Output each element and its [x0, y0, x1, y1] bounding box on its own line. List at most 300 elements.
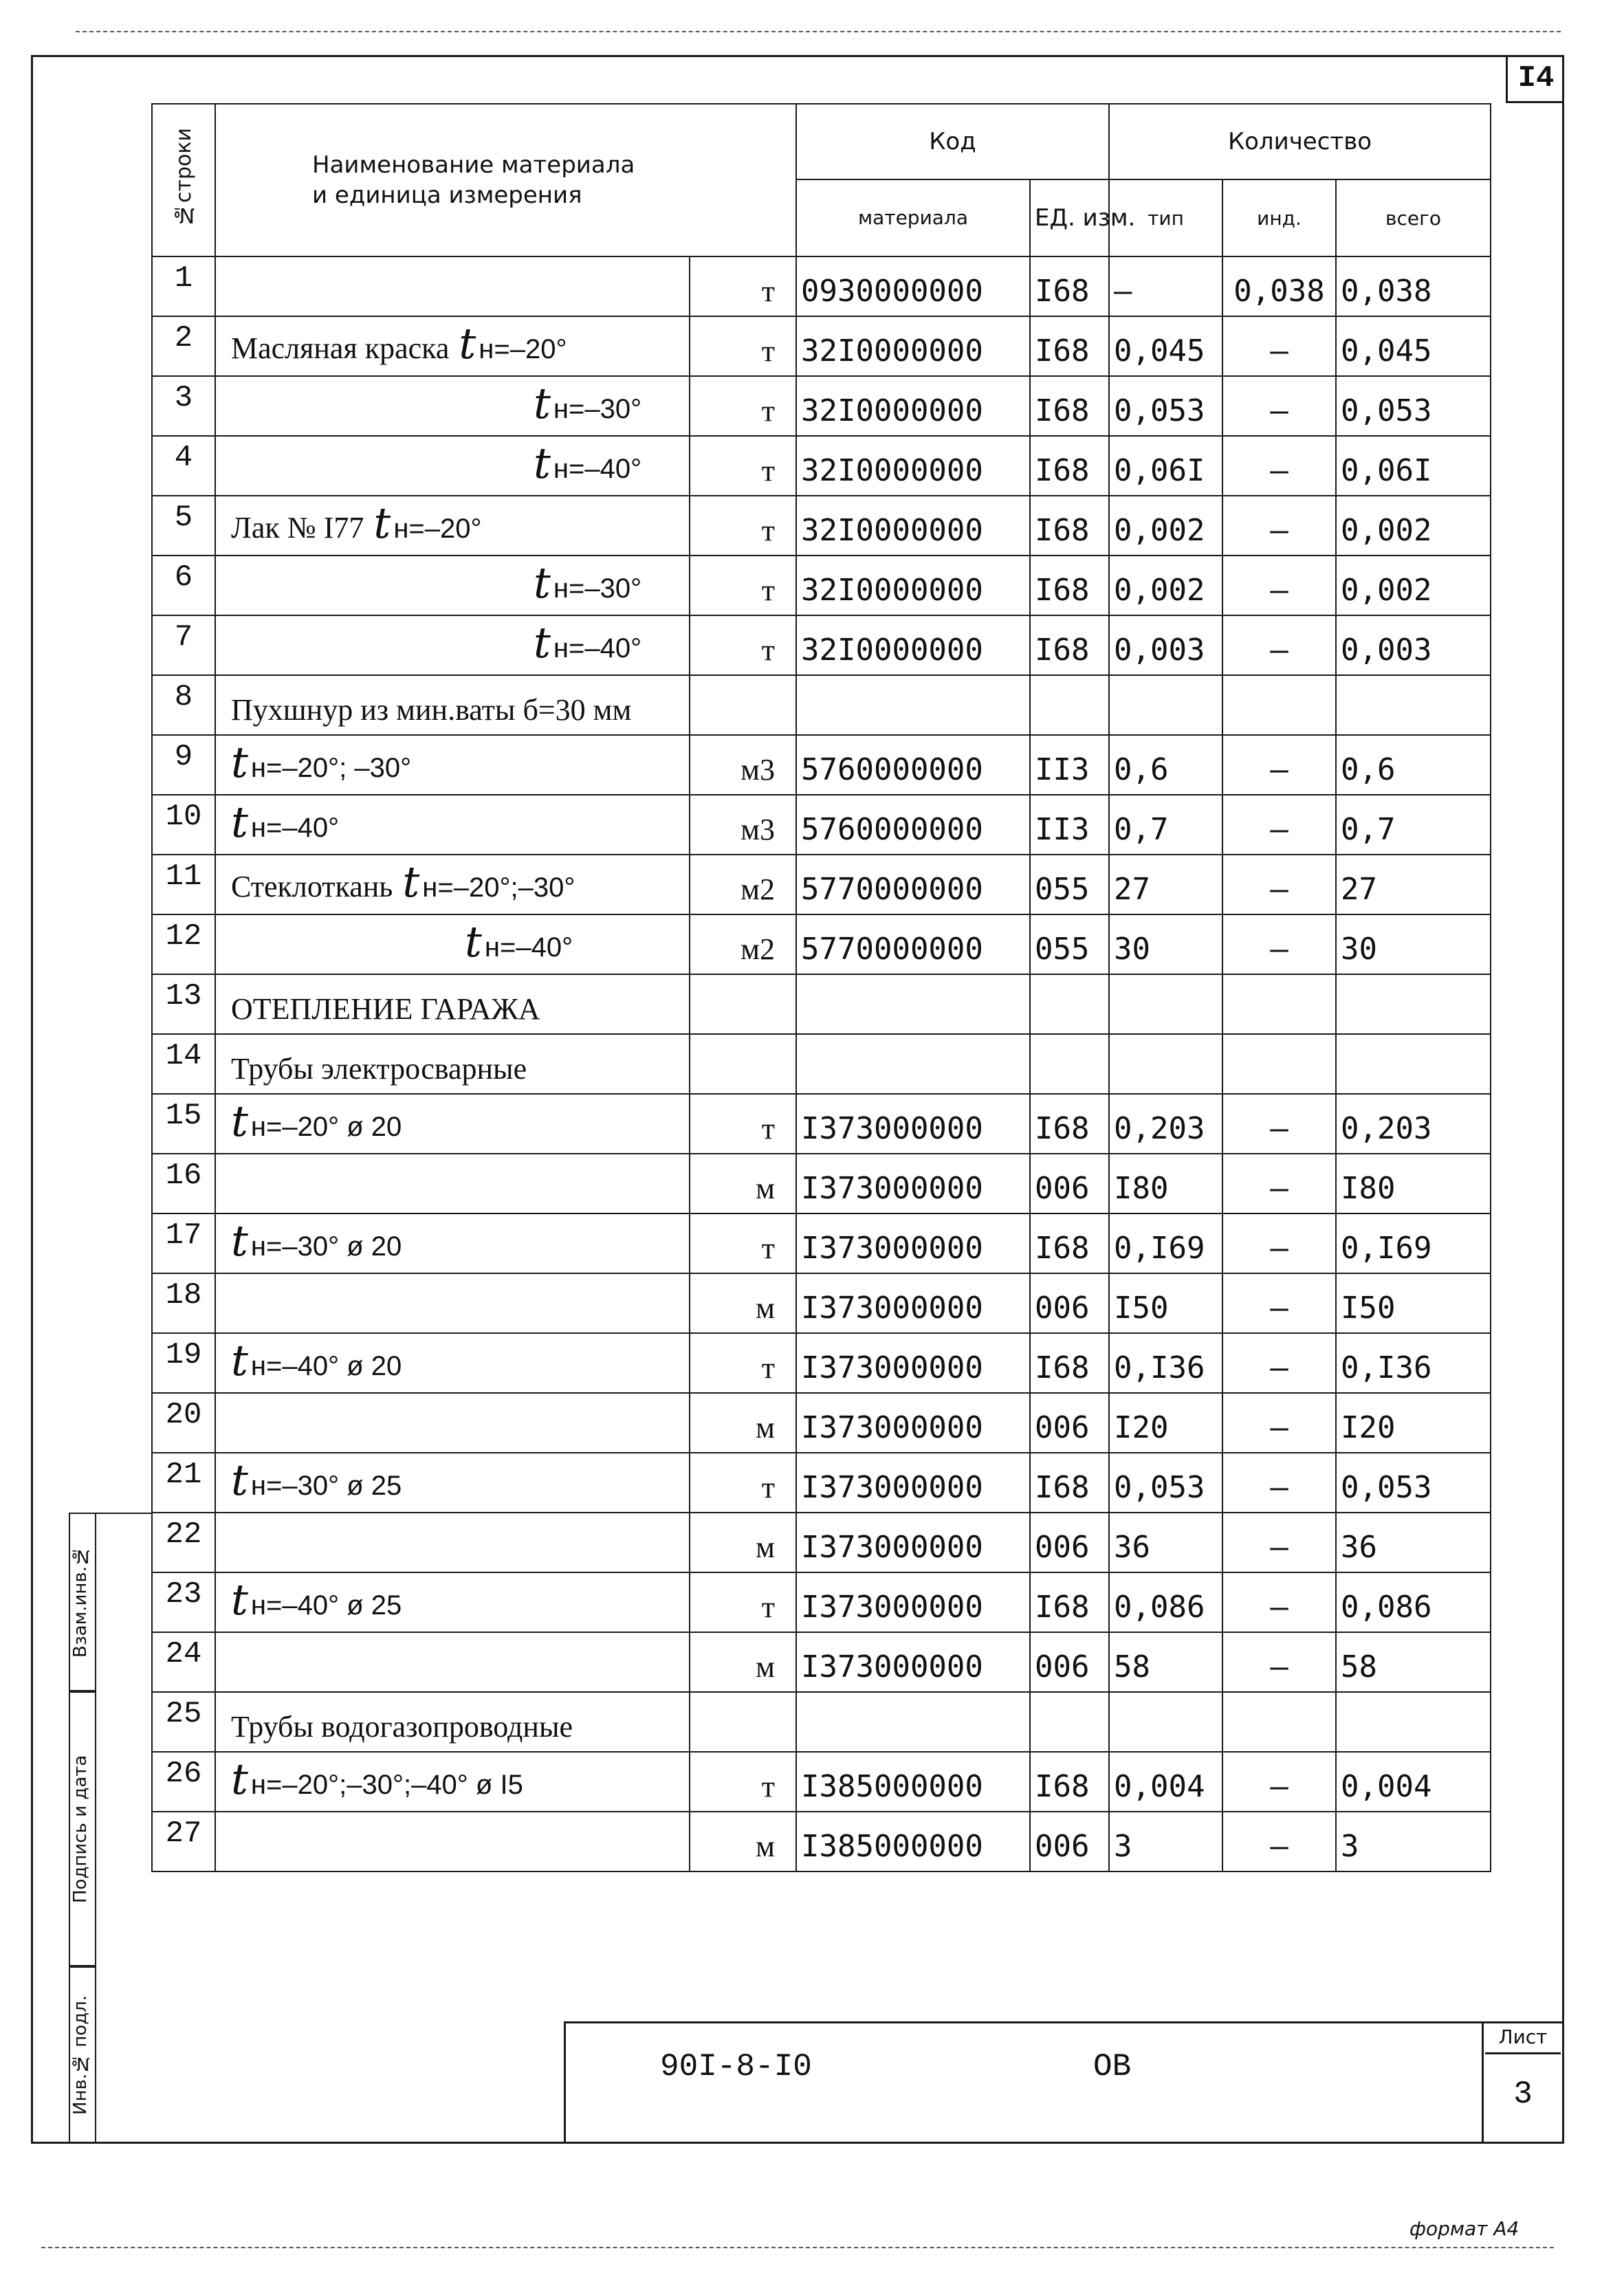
- row-unit: [690, 974, 796, 1034]
- row-unit: м: [690, 1273, 796, 1333]
- row-qty-all: 0,I69: [1336, 1214, 1491, 1273]
- row-number: 18: [152, 1273, 215, 1333]
- row-qty-ind: –: [1222, 735, 1336, 795]
- row-code-unit: I68: [1030, 1214, 1109, 1273]
- row-code: 0930000000: [796, 256, 1030, 316]
- row-number: 14: [152, 1034, 215, 1094]
- row-number: 20: [152, 1393, 215, 1453]
- row-name: [215, 1572, 690, 1632]
- row-number: 1: [152, 256, 215, 316]
- row-temperature: н=–30°: [553, 573, 642, 604]
- sheet-number: 3: [1513, 2076, 1533, 2112]
- table-row: [152, 1632, 1565, 1692]
- row-qty-all: 30: [1336, 914, 1491, 974]
- row-name: [215, 1513, 690, 1572]
- row-number: 9: [152, 735, 215, 795]
- table-row: [152, 1214, 1565, 1273]
- row-qty-ind: –: [1222, 1513, 1336, 1572]
- row-name: [215, 496, 690, 556]
- row-unit: м2: [690, 855, 796, 914]
- row-qty-ind: –: [1222, 1333, 1336, 1393]
- temperature-symbol: t: [459, 318, 476, 369]
- row-unit: [690, 675, 796, 735]
- row-unit: м3: [690, 735, 796, 795]
- temperature-symbol: t: [402, 857, 420, 907]
- row-name-text: Трубы водогазопроводные: [231, 1710, 573, 1744]
- row-name-text: ОТЕПЛЕНИЕ ГАРАЖА: [231, 992, 540, 1026]
- header-q-ind: инд.: [1222, 179, 1336, 256]
- table-row: [152, 496, 1565, 556]
- row-code: I373000000: [796, 1094, 1030, 1154]
- row-code: [796, 1034, 1030, 1094]
- row-qty-all: [1336, 974, 1491, 1034]
- row-name: [215, 615, 690, 675]
- row-name: [215, 914, 690, 974]
- row-temperature: н=–20°;–30°;–40° ø I5: [250, 1770, 523, 1800]
- row-qty-all: 0,004: [1336, 1752, 1491, 1812]
- row-unit: т: [690, 1752, 796, 1812]
- row-code: 5760000000: [796, 795, 1030, 855]
- row-unit: м: [690, 1393, 796, 1453]
- row-number: 5: [152, 496, 215, 556]
- row-qty-tip: 0,003: [1109, 615, 1222, 675]
- row-unit: т: [690, 1333, 796, 1393]
- header-q-all: всего: [1336, 179, 1491, 256]
- row-temperature: н=–20°; –30°: [250, 753, 412, 783]
- row-name: [215, 795, 690, 855]
- row-number: 6: [152, 556, 215, 615]
- row-code-unit: 055: [1030, 855, 1109, 914]
- row-code: [796, 1692, 1030, 1752]
- row-code: 5760000000: [796, 735, 1030, 795]
- row-name: [215, 974, 690, 1034]
- row-number: 27: [152, 1812, 215, 1871]
- table-row: [152, 1692, 1565, 1752]
- row-code: I385000000: [796, 1812, 1030, 1871]
- row-code-unit: 006: [1030, 1273, 1109, 1333]
- row-qty-tip: 0,086: [1109, 1572, 1222, 1632]
- row-code-unit: I68: [1030, 1333, 1109, 1393]
- header-name: Наименование материала и единица измерения: [215, 104, 796, 256]
- table-row: [152, 316, 1565, 376]
- row-name: [215, 1453, 690, 1513]
- row-qty-ind: –: [1222, 1154, 1336, 1214]
- row-qty-tip: [1109, 1692, 1222, 1752]
- row-code: 32I0000000: [796, 376, 1030, 436]
- row-qty-all: [1336, 1034, 1491, 1094]
- row-name: [215, 556, 690, 615]
- row-qty-tip: 27: [1109, 855, 1222, 914]
- row-name: [215, 1333, 690, 1393]
- row-temperature: н=–30°: [553, 394, 642, 424]
- row-unit: м: [690, 1154, 796, 1214]
- row-code-unit: I68: [1030, 1572, 1109, 1632]
- sheet-corner-number: I4: [1506, 55, 1564, 103]
- table-row: [152, 1812, 1565, 1871]
- row-temperature: н=–40°: [553, 633, 642, 663]
- row-unit: т: [690, 436, 796, 496]
- row-temperature: н=–40° ø 20: [250, 1351, 402, 1381]
- row-code: 32I0000000: [796, 615, 1030, 675]
- row-name: [215, 1034, 690, 1094]
- row-qty-ind: –: [1222, 316, 1336, 376]
- row-qty-all: 58: [1336, 1632, 1491, 1692]
- row-code: I373000000: [796, 1273, 1030, 1333]
- temperature-symbol: t: [534, 617, 551, 668]
- row-qty-tip: 0,004: [1109, 1752, 1222, 1812]
- row-qty-all: I20: [1336, 1393, 1491, 1453]
- row-qty-tip: 0,002: [1109, 556, 1222, 615]
- row-unit: т: [690, 1572, 796, 1632]
- row-qty-ind: [1222, 1692, 1336, 1752]
- table-row: [152, 795, 1565, 855]
- row-qty-tip: 0,6: [1109, 735, 1222, 795]
- side-sign-date: Подпись и дата: [69, 1691, 96, 1966]
- temperature-symbol: t: [465, 916, 482, 967]
- row-qty-all: [1336, 675, 1491, 735]
- row-code: I373000000: [796, 1393, 1030, 1453]
- row-qty-all: 36: [1336, 1513, 1491, 1572]
- side-inv-orig: Инв.№ подл.: [69, 1966, 96, 2144]
- row-unit: м: [690, 1632, 796, 1692]
- row-code: 32I0000000: [796, 496, 1030, 556]
- row-qty-tip: [1109, 675, 1222, 735]
- row-qty-ind: –: [1222, 914, 1336, 974]
- row-number: 10: [152, 795, 215, 855]
- row-qty-ind: –: [1222, 615, 1336, 675]
- row-temperature: н=–20°;–30°: [422, 872, 575, 903]
- temperature-symbol: t: [231, 1335, 248, 1385]
- row-code-unit: I68: [1030, 615, 1109, 675]
- table-row: [152, 735, 1565, 795]
- temperature-symbol: t: [231, 1096, 248, 1146]
- row-temperature: н=–40°: [484, 932, 573, 963]
- row-name: [215, 1692, 690, 1752]
- row-code-unit: 006: [1030, 1393, 1109, 1453]
- row-unit: т: [690, 1094, 796, 1154]
- row-qty-ind: –: [1222, 1572, 1336, 1632]
- row-qty-tip: 58: [1109, 1632, 1222, 1692]
- row-code-unit: [1030, 974, 1109, 1034]
- row-name-text: Пухшнур из мин.ваты б=30 мм: [231, 693, 632, 727]
- row-number: 8: [152, 675, 215, 735]
- row-qty-all: 0,6: [1336, 735, 1491, 795]
- row-qty-ind: –: [1222, 376, 1336, 436]
- row-unit: т: [690, 256, 796, 316]
- row-qty-ind: –: [1222, 1393, 1336, 1453]
- row-unit: м: [690, 1812, 796, 1871]
- row-code-unit: [1030, 1692, 1109, 1752]
- row-number: 15: [152, 1094, 215, 1154]
- row-unit: м2: [690, 914, 796, 974]
- row-temperature: н=–40°: [250, 813, 340, 843]
- row-unit: [690, 1034, 796, 1094]
- table-row: [152, 256, 1565, 316]
- temperature-symbol: t: [231, 1574, 248, 1625]
- row-code-unit: I68: [1030, 376, 1109, 436]
- row-code: [796, 974, 1030, 1034]
- temperature-symbol: t: [534, 438, 551, 488]
- row-name: [215, 735, 690, 795]
- row-code: I373000000: [796, 1333, 1030, 1393]
- row-code-unit: I68: [1030, 436, 1109, 496]
- row-qty-all: I80: [1336, 1154, 1491, 1214]
- row-name: [215, 1094, 690, 1154]
- row-number: 12: [152, 914, 215, 974]
- row-number: 22: [152, 1513, 215, 1572]
- row-temperature: н=–20°: [393, 514, 482, 544]
- row-code: [796, 675, 1030, 735]
- table-row: [152, 1154, 1565, 1214]
- row-qty-ind: [1222, 675, 1336, 735]
- row-qty-ind: –: [1222, 1812, 1336, 1871]
- row-code-unit: I68: [1030, 1094, 1109, 1154]
- row-unit: [690, 1692, 796, 1752]
- row-code: 32I0000000: [796, 436, 1030, 496]
- row-qty-all: 0,002: [1336, 496, 1491, 556]
- row-qty-all: 0,038: [1336, 256, 1491, 316]
- row-qty-tip: 0,002: [1109, 496, 1222, 556]
- row-qty-all: 0,053: [1336, 376, 1491, 436]
- row-qty-ind: –: [1222, 1094, 1336, 1154]
- row-qty-ind: –: [1222, 855, 1336, 914]
- row-code: I373000000: [796, 1453, 1030, 1513]
- row-number: 26: [152, 1752, 215, 1812]
- row-number: 25: [152, 1692, 215, 1752]
- temperature-symbol: t: [231, 1754, 248, 1804]
- header-code-unit: ЕД. изм.: [1030, 179, 1109, 256]
- row-name: [215, 1632, 690, 1692]
- row-number: 23: [152, 1572, 215, 1632]
- table-row: [152, 376, 1565, 436]
- format-label: формат А4: [1409, 2217, 1519, 2240]
- table-row: [152, 436, 1565, 496]
- table-row: [152, 675, 1565, 735]
- doc-mark: ОВ: [1093, 2049, 1132, 2085]
- doc-code: 90I-8-I0: [660, 2049, 812, 2085]
- row-qty-all: 0,7: [1336, 795, 1491, 855]
- row-unit: т: [690, 496, 796, 556]
- row-qty-all: 0,086: [1336, 1572, 1491, 1632]
- temperature-symbol: t: [534, 378, 551, 428]
- header-q-tip: тип: [1109, 179, 1222, 256]
- row-qty-ind: –: [1222, 1752, 1336, 1812]
- row-qty-ind: [1222, 974, 1336, 1034]
- row-temperature: н=–20°: [479, 334, 567, 364]
- row-unit: т: [690, 1214, 796, 1273]
- row-number: 7: [152, 615, 215, 675]
- header-code-material: материала: [796, 179, 1030, 256]
- temperature-symbol: t: [231, 1455, 248, 1505]
- header-code: Код: [796, 104, 1109, 179]
- row-name-text: Масляная краска: [231, 331, 450, 365]
- row-code-unit: [1030, 675, 1109, 735]
- row-name: [215, 1214, 690, 1273]
- row-name: [215, 256, 690, 316]
- row-qty-all: 0,045: [1336, 316, 1491, 376]
- row-code-unit: 055: [1030, 914, 1109, 974]
- row-name: [215, 675, 690, 735]
- table-row: [152, 1752, 1565, 1812]
- row-qty-ind: –: [1222, 556, 1336, 615]
- row-unit: т: [690, 556, 796, 615]
- row-temperature: н=–20° ø 20: [250, 1112, 402, 1142]
- sheet-label: Лист: [1485, 2025, 1561, 2054]
- row-code-unit: I68: [1030, 496, 1109, 556]
- row-qty-tip: [1109, 974, 1222, 1034]
- row-qty-tip: 3: [1109, 1812, 1222, 1871]
- row-name: [215, 316, 690, 376]
- row-name-text: Лак № I77: [231, 511, 364, 545]
- row-qty-tip: I20: [1109, 1393, 1222, 1453]
- row-code: 32I0000000: [796, 316, 1030, 376]
- row-code: 5770000000: [796, 914, 1030, 974]
- row-name: [215, 1812, 690, 1871]
- row-qty-tip: 30: [1109, 914, 1222, 974]
- table-row: [152, 1393, 1565, 1453]
- header-quantity: Количество: [1109, 104, 1491, 179]
- row-qty-tip: 0,203: [1109, 1094, 1222, 1154]
- row-qty-all: 27: [1336, 855, 1491, 914]
- row-qty-tip: I50: [1109, 1273, 1222, 1333]
- row-qty-tip: –: [1109, 256, 1222, 316]
- row-number: 2: [152, 316, 215, 376]
- row-unit: м: [690, 1513, 796, 1572]
- temperature-symbol: t: [373, 498, 391, 548]
- row-number: 21: [152, 1453, 215, 1513]
- row-qty-ind: –: [1222, 1632, 1336, 1692]
- row-code: I373000000: [796, 1572, 1030, 1632]
- row-number: 19: [152, 1333, 215, 1393]
- row-qty-ind: –: [1222, 795, 1336, 855]
- row-name: [215, 436, 690, 496]
- row-code-unit: 006: [1030, 1513, 1109, 1572]
- row-qty-all: 3: [1336, 1812, 1491, 1871]
- table-row: [152, 1094, 1565, 1154]
- table-row: [152, 1572, 1565, 1632]
- row-qty-tip: I80: [1109, 1154, 1222, 1214]
- row-qty-all: 0,06I: [1336, 436, 1491, 496]
- row-qty-all: 0,I36: [1336, 1333, 1491, 1393]
- row-qty-all: 0,053: [1336, 1453, 1491, 1513]
- table-row: [152, 855, 1565, 914]
- row-code: 32I0000000: [796, 556, 1030, 615]
- table-row: [152, 974, 1565, 1034]
- table-row: [152, 1034, 1565, 1094]
- table-row: [152, 914, 1565, 974]
- row-qty-tip: 0,045: [1109, 316, 1222, 376]
- row-code-unit: 006: [1030, 1812, 1109, 1871]
- row-temperature: н=–30° ø 25: [250, 1471, 402, 1501]
- temperature-symbol: t: [231, 737, 248, 787]
- row-name: [215, 376, 690, 436]
- table-row: [152, 1513, 1565, 1572]
- row-qty-ind: –: [1222, 1453, 1336, 1513]
- row-name: [215, 1393, 690, 1453]
- row-code-unit: [1030, 1034, 1109, 1094]
- row-qty-all: I50: [1336, 1273, 1491, 1333]
- row-qty-all: 0,002: [1336, 556, 1491, 615]
- row-code-unit: I68: [1030, 316, 1109, 376]
- row-number: 4: [152, 436, 215, 496]
- row-qty-tip: 0,053: [1109, 1453, 1222, 1513]
- temperature-symbol: t: [231, 1216, 248, 1266]
- temperature-symbol: t: [534, 558, 551, 608]
- row-qty-ind: –: [1222, 1214, 1336, 1273]
- header-row-no: №строки: [152, 104, 215, 256]
- row-temperature: н=–30° ø 20: [250, 1231, 402, 1262]
- row-number: 13: [152, 974, 215, 1034]
- row-code-unit: II3: [1030, 735, 1109, 795]
- side-inv-replace: Взам.инв.№: [69, 1513, 96, 1691]
- row-number: 3: [152, 376, 215, 436]
- row-name-text: Стеклоткань: [231, 870, 393, 903]
- materials-table: [151, 103, 1565, 2009]
- row-qty-ind: –: [1222, 1273, 1336, 1333]
- table-row: [152, 1273, 1565, 1333]
- row-name: [215, 1273, 690, 1333]
- row-code-unit: 006: [1030, 1632, 1109, 1692]
- row-qty-ind: [1222, 1034, 1336, 1094]
- row-temperature: н=–40° ø 25: [250, 1590, 402, 1621]
- row-name: [215, 855, 690, 914]
- row-number: 16: [152, 1154, 215, 1214]
- table-row: [152, 1453, 1565, 1513]
- row-number: 11: [152, 855, 215, 914]
- row-qty-tip: [1109, 1034, 1222, 1094]
- row-unit: т: [690, 376, 796, 436]
- bottom-dashed-line: [41, 2247, 1554, 2248]
- row-unit: т: [690, 1453, 796, 1513]
- row-code-unit: I68: [1030, 256, 1109, 316]
- row-qty-tip: 0,06I: [1109, 436, 1222, 496]
- row-number: 17: [152, 1214, 215, 1273]
- row-code-unit: II3: [1030, 795, 1109, 855]
- table-row: [152, 556, 1565, 615]
- row-qty-tip: 0,053: [1109, 376, 1222, 436]
- row-unit: м3: [690, 795, 796, 855]
- row-code-unit: I68: [1030, 1752, 1109, 1812]
- row-code: I373000000: [796, 1513, 1030, 1572]
- row-name: [215, 1154, 690, 1214]
- row-qty-tip: 0,I36: [1109, 1333, 1222, 1393]
- row-number: 24: [152, 1632, 215, 1692]
- row-code-unit: 006: [1030, 1154, 1109, 1214]
- row-unit: т: [690, 615, 796, 675]
- row-code: I373000000: [796, 1214, 1030, 1273]
- row-qty-all: 0,203: [1336, 1094, 1491, 1154]
- row-name-text: Трубы электросварные: [231, 1052, 527, 1086]
- row-name: [215, 1752, 690, 1812]
- row-qty-all: 0,003: [1336, 615, 1491, 675]
- row-qty-all: [1336, 1692, 1491, 1752]
- row-code-unit: I68: [1030, 1453, 1109, 1513]
- top-dashed-line: [76, 31, 1561, 32]
- row-qty-tip: 0,7: [1109, 795, 1222, 855]
- table-row: [152, 615, 1565, 675]
- temperature-symbol: t: [231, 797, 248, 847]
- row-qty-ind: –: [1222, 496, 1336, 556]
- row-unit: т: [690, 316, 796, 376]
- row-code: I373000000: [796, 1632, 1030, 1692]
- row-code: 5770000000: [796, 855, 1030, 914]
- row-code-unit: I68: [1030, 556, 1109, 615]
- row-qty-tip: 0,I69: [1109, 1214, 1222, 1273]
- row-qty-ind: –: [1222, 436, 1336, 496]
- row-temperature: н=–40°: [553, 454, 642, 484]
- row-code: I385000000: [796, 1752, 1030, 1812]
- row-qty-ind: 0,038: [1222, 256, 1336, 316]
